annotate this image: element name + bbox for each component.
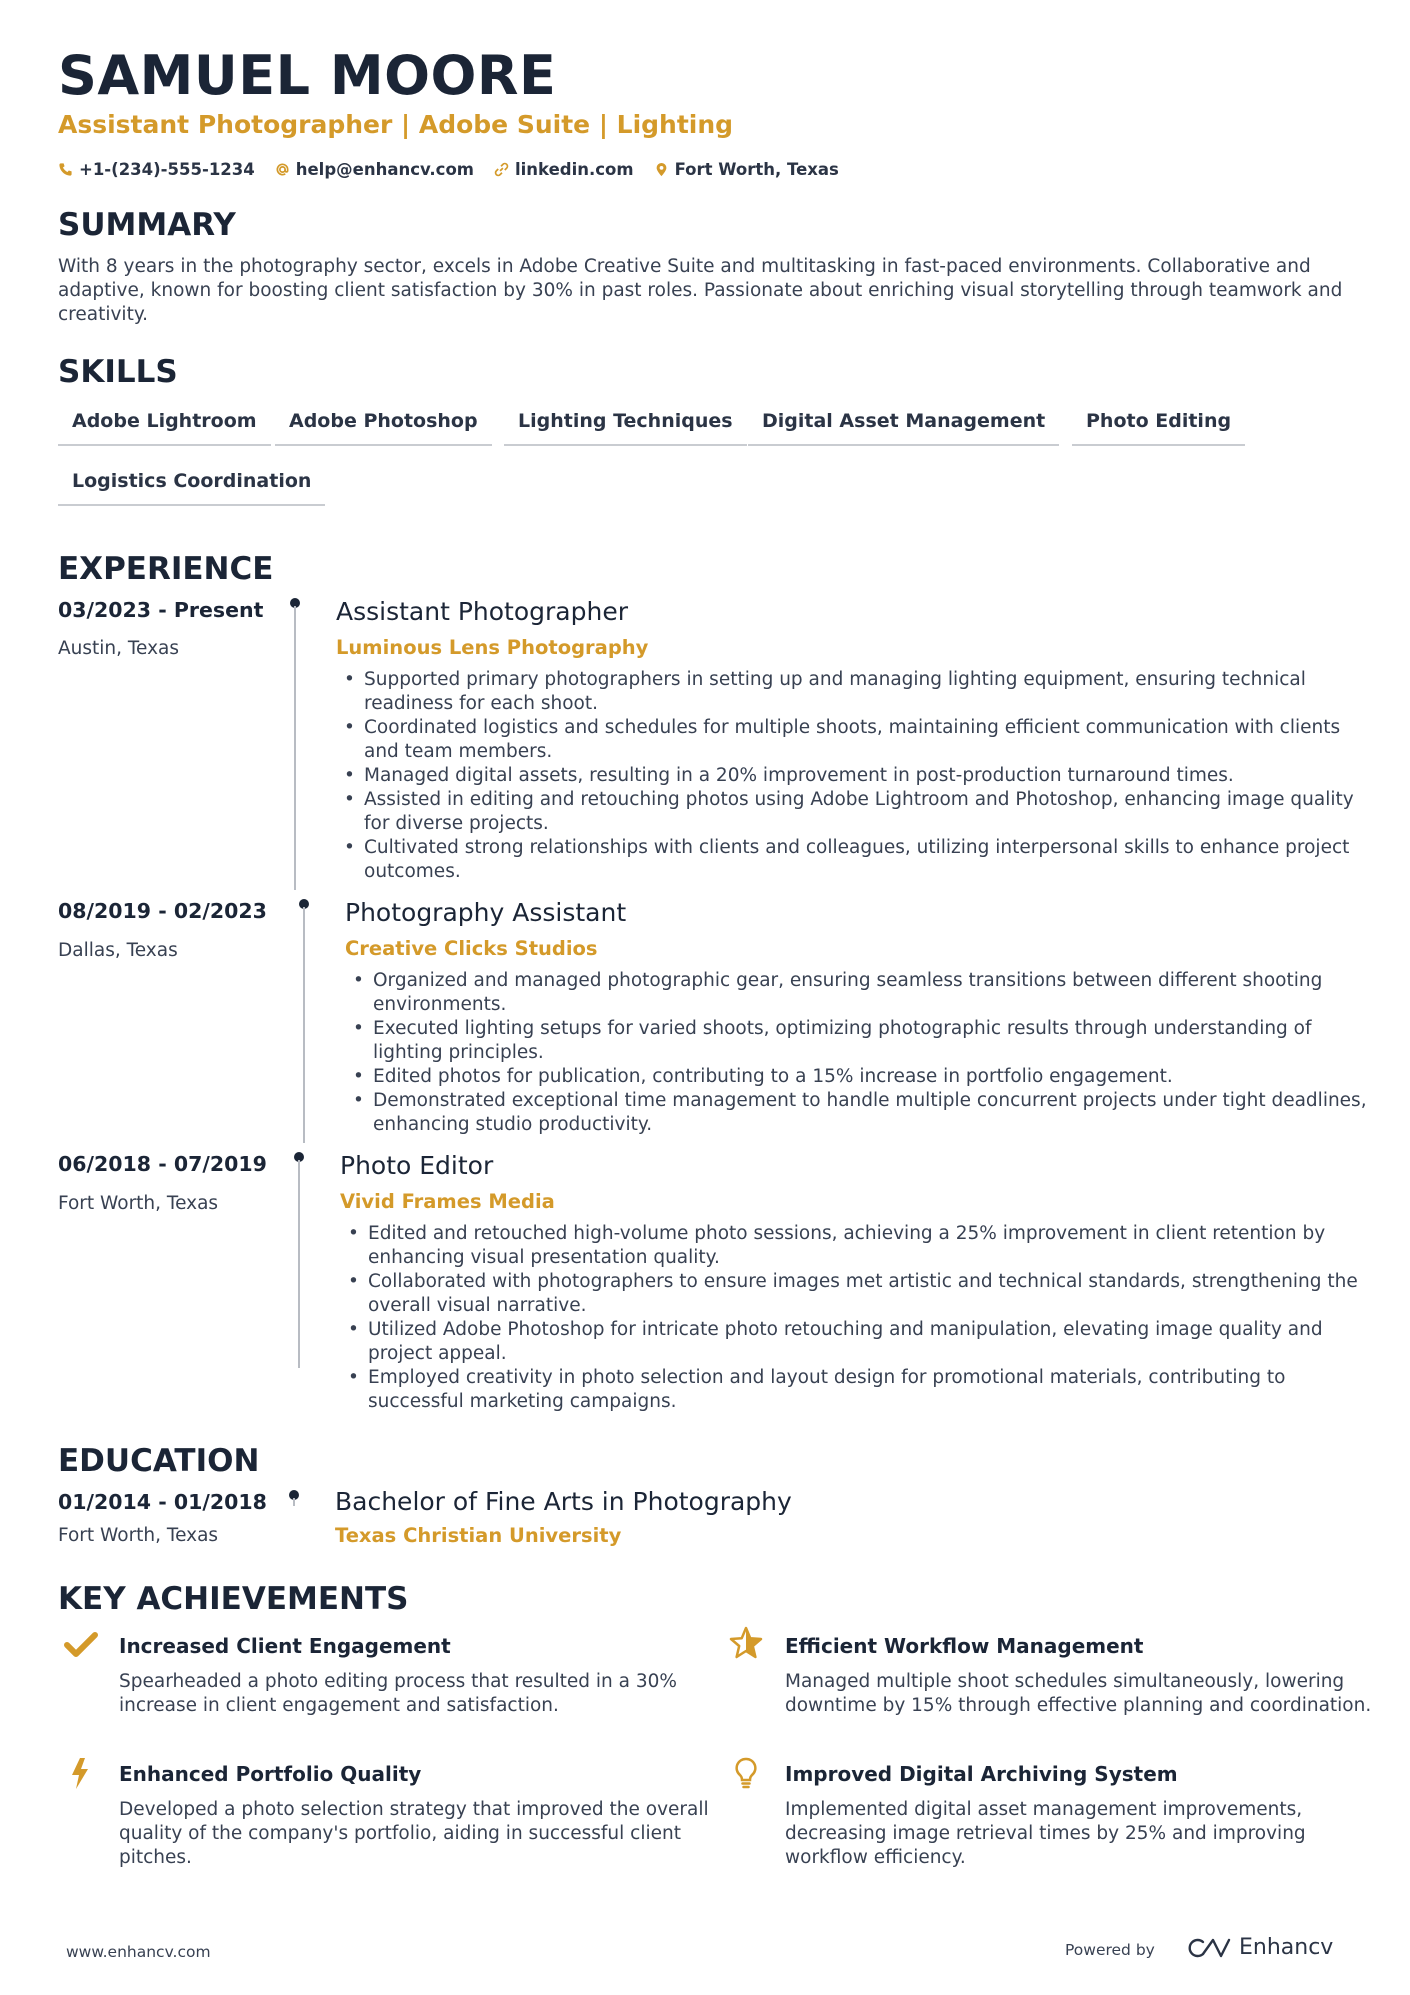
job-bullet: • Demonstrated exceptional time management to handle multiple concurrent projects under tight deadlines, enhancing studio productivity. <box>373 1089 1373 1137</box>
contact-linkedin-text: linkedin.com <box>515 160 634 179</box>
experience-heading: EXPERIENCE <box>58 551 274 587</box>
achievement-title: Enhanced Portfolio Quality <box>119 1762 422 1786</box>
headline: Assistant Photographer | Adobe Suite | Lighting <box>58 110 734 139</box>
summary-text: With 8 years in the photography sector, excels in Adobe Creative Suite and multitasking in fast-paced environments. Collaborative and adaptive, known for boosting client satisfaction by 30% in past roles. Passionate about enriching visual storytelling through teamwork and creativity. <box>58 256 1343 325</box>
lightning-icon <box>64 1756 98 1790</box>
timeline-line <box>293 1498 295 1506</box>
job-bullet: • Managed digital assets, resulting in a 20% improvement in post-production turnaround times. <box>364 764 1364 788</box>
job-bullet: • Collaborated with photographers to ensure images met artistic and technical standards, strengthening the overall visual narrative. <box>368 1270 1368 1318</box>
contact-email-text: help@enhancv.com <box>295 160 474 179</box>
enhancv-logo-icon <box>1185 1936 1233 1960</box>
at-icon <box>275 162 290 177</box>
education-heading: EDUCATION <box>58 1443 260 1479</box>
job-bullet: • Coordinated logistics and schedules for multiple shoots, maintaining efficient communication with clients and team members. <box>364 716 1364 764</box>
achievement-title: Efficient Workflow Management <box>785 1634 1144 1658</box>
job-title: Photography Assistant <box>345 898 627 927</box>
achievements-heading: KEY ACHIEVEMENTS <box>58 1581 409 1617</box>
brand-name: Enhancv <box>1239 1935 1334 1960</box>
job-company: Vivid Frames Media <box>340 1190 555 1213</box>
job-bullet: • Supported primary photographers in setting up and managing lighting equipment, ensuring technical readiness for each shoot. <box>364 668 1364 716</box>
skill-tag: Photo Editing <box>1072 404 1245 446</box>
job-dates: 08/2019 - 02/2023 <box>58 899 267 923</box>
skill-tag: Lighting Techniques <box>504 404 747 446</box>
achievement-text: Developed a photo selection strategy that improved the overall quality of the company's portfolio, aiding in successful client pitches. <box>119 1799 709 1868</box>
footer-url[interactable]: www.enhancv.com <box>66 1943 211 1961</box>
timeline-line <box>303 907 305 1143</box>
star-icon <box>729 1626 763 1660</box>
job-title: Photo Editor <box>340 1151 494 1180</box>
job-dates: 06/2018 - 07/2019 <box>58 1152 267 1176</box>
skill-tag: Adobe Lightroom <box>58 404 271 446</box>
skill-tag: Digital Asset Management <box>748 404 1059 446</box>
achievement-title: Increased Client Engagement <box>119 1634 451 1658</box>
brand-logo[interactable] <box>1185 1935 1333 1960</box>
contact-bar <box>58 160 839 179</box>
candidate-name: SAMUEL MOORE <box>58 44 557 107</box>
checkmark-icon <box>64 1628 98 1662</box>
job-company: Luminous Lens Photography <box>336 636 649 659</box>
job-bullet: • Edited photos for publication, contributing to a 15% increase in portfolio engagement. <box>373 1065 1373 1089</box>
link-icon <box>494 162 509 177</box>
job-bullet: • Assisted in editing and retouching photos using Adobe Lightroom and Photoshop, enhancing image quality for diverse projects. <box>364 788 1364 836</box>
timeline-line <box>294 606 296 890</box>
job-bullets <box>368 1222 1368 1414</box>
powered-by-label: Powered by <box>1065 1941 1155 1959</box>
education-dates: 01/2014 - 01/2018 <box>58 1490 267 1514</box>
skills-heading: SKILLS <box>58 354 178 390</box>
contact-location-text: Fort Worth, Texas <box>674 160 839 179</box>
job-location: Fort Worth, Texas <box>58 1193 219 1214</box>
achievement-title: Improved Digital Archiving System <box>785 1762 1178 1786</box>
contact-phone-text: +1-(234)-555-1234 <box>79 160 255 179</box>
location-icon <box>654 162 669 177</box>
skill-tag: Logistics Coordination <box>58 464 325 506</box>
contact-location <box>654 160 839 179</box>
job-bullet: • Edited and retouched high-volume photo sessions, achieving a 25% improvement in client retention by enhancing visual presentation quality. <box>368 1222 1368 1270</box>
job-bullet: • Utilized Adobe Photoshop for intricate photo retouching and manipulation, elevating image quality and project appeal. <box>368 1318 1368 1366</box>
job-title: Assistant Photographer <box>336 597 628 626</box>
job-bullet: • Executed lighting setups for varied shoots, optimizing photographic results through understanding of lighting principles. <box>373 1017 1373 1065</box>
education-location: Fort Worth, Texas <box>58 1525 219 1546</box>
job-bullet: • Employed creativity in photo selection and layout design for promotional materials, contributing to successful marketing campaigns. <box>368 1366 1368 1414</box>
timeline-line <box>298 1160 300 1368</box>
degree-title: Bachelor of Fine Arts in Photography <box>335 1487 792 1516</box>
lightbulb-icon <box>729 1756 763 1790</box>
job-bullet: • Cultivated strong relationships with clients and colleagues, utilizing interpersonal skills to enhance project outcomes. <box>364 836 1364 884</box>
contact-email[interactable] <box>275 160 474 179</box>
achievement-text: Spearheaded a photo editing process that resulted in a 30% increase in client engagement and satisfaction. <box>119 1671 677 1716</box>
school-name: Texas Christian University <box>335 1524 622 1547</box>
contact-linkedin[interactable] <box>494 160 634 179</box>
contact-phone[interactable] <box>58 160 255 179</box>
phone-icon <box>58 162 73 177</box>
job-bullets <box>373 969 1373 1137</box>
job-location: Austin, Texas <box>58 638 180 659</box>
job-bullet: • Organized and managed photographic gear, ensuring seamless transitions between different shooting environments. <box>373 969 1373 1017</box>
job-dates: 03/2023 - Present <box>58 598 264 622</box>
achievement-text: Implemented digital asset management improvements, decreasing image retrieval times by 25% and improving workflow efficiency. <box>785 1799 1306 1868</box>
achievement-text: Managed multiple shoot schedules simultaneously, lowering downtime by 15% through effective planning and coordination. <box>785 1671 1372 1716</box>
job-bullets <box>364 668 1364 884</box>
job-company: Creative Clicks Studios <box>345 937 598 960</box>
summary-heading: SUMMARY <box>58 207 236 243</box>
skill-tag: Adobe Photoshop <box>275 404 492 446</box>
job-location: Dallas, Texas <box>58 940 178 961</box>
